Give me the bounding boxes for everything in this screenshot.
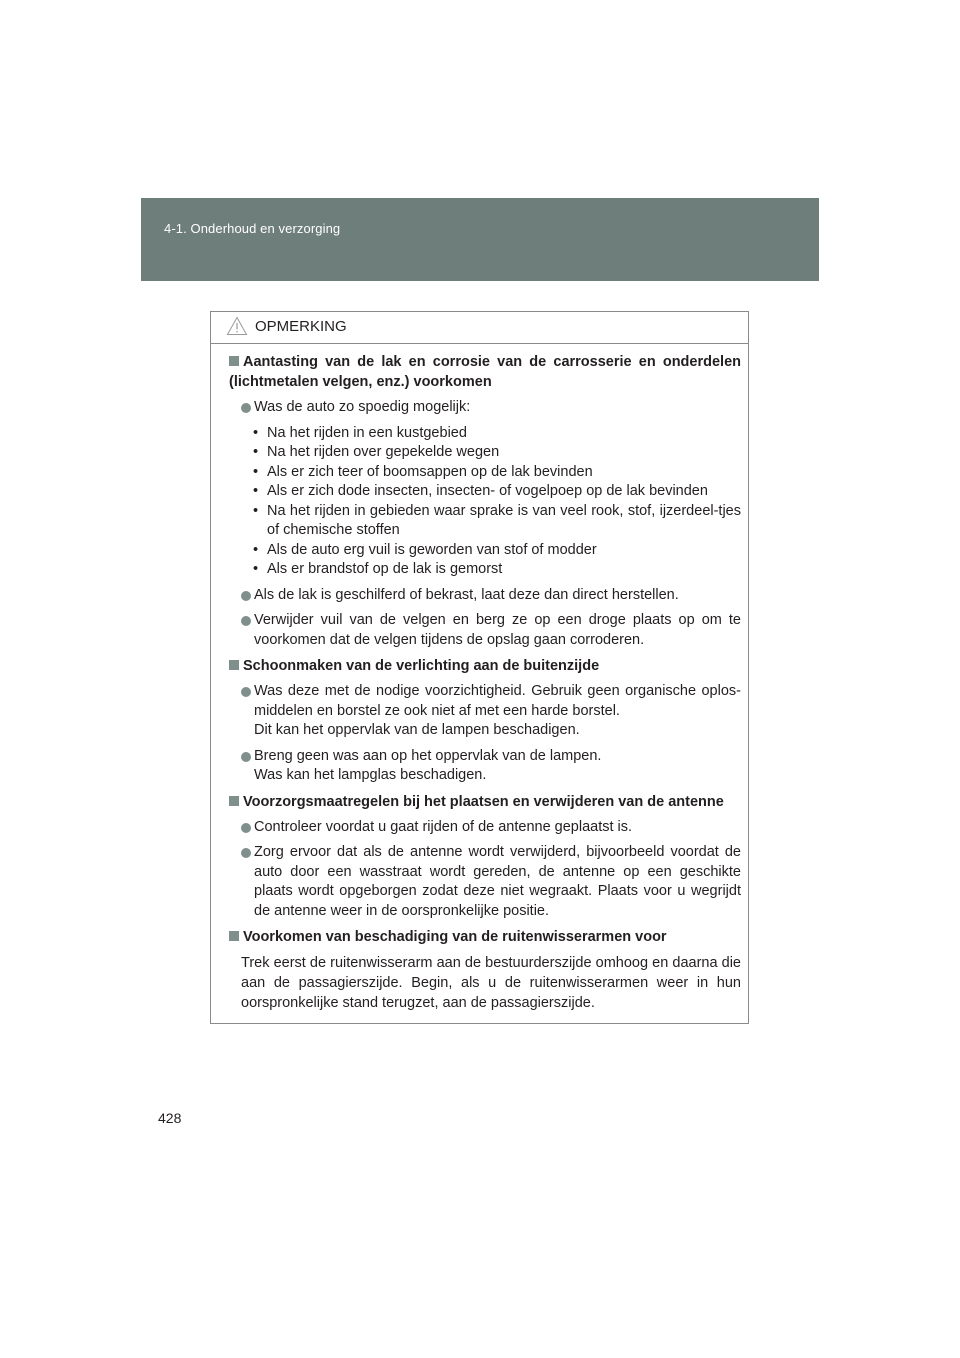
- bullet-no-wax: Breng geen was aan op het oppervlak van de lampen. Was kan het lampglas beschadigen.: [241, 747, 741, 786]
- sub-item: • Na het rijden in een kustgebied: [253, 424, 467, 441]
- bullet-wash-car: Was de auto zo spoedig mogelijk:: [241, 398, 741, 418]
- notice-content: [211, 352, 748, 1013]
- round-bullet-icon: [241, 687, 251, 697]
- wiper-instructions: Trek eerst de ruitenwisserarm aan de bestuurderszijde omhoog en daarna die aan de passagierszijde. Begin, als u de ruitenwisserarmen weer in hun oorspronkelijke stand terugzet, aan de passagierszijde.: [241, 955, 741, 1011]
- round-bullet-icon: [241, 823, 251, 833]
- page-number: 428: [158, 1110, 182, 1126]
- heading-wiper-arms: Voorkomen van beschadiging van de ruitenwisserarmen voor: [229, 927, 741, 947]
- round-bullet-icon: [241, 403, 251, 413]
- bullet-wash-carefully: Was deze met de nodige voorzichtigheid. Gebruik geen organische oplos-middelen en borstel ze ook niet af met een harde borstel. Dit kan het oppervlak van de lampen beschadigen.: [241, 682, 741, 741]
- sub-item: • Als er zich teer of boomsappen op de lak bevinden: [253, 463, 593, 480]
- round-bullet-icon: [241, 616, 251, 626]
- sub-item: • Als er zich dode insecten, insecten- of vogelpoep op de lak bevinden: [253, 483, 708, 499]
- sub-item: • Als er brandstof op de lak is gemorst: [253, 561, 503, 577]
- section-title: 4-1. Onderhoud en verzorging: [164, 221, 341, 236]
- notice-header: [211, 312, 748, 344]
- round-bullet-icon: [241, 848, 251, 858]
- round-bullet-icon: [241, 591, 251, 601]
- section-header-band: [141, 198, 819, 281]
- square-bullet-icon: [229, 931, 239, 941]
- heading-paint-corrosion: Aantasting van de lak en corrosie van de carrosserie en onderdelen (lichtmetalen velgen, enz.) voorkomen: [229, 354, 741, 390]
- notice-title: OPMERKING: [255, 318, 347, 335]
- sub-item: • Na het rijden in gebieden waar sprake is van veel rook, stof, ijzerdeel-tjes of chemische stoffen: [253, 502, 741, 538]
- bullet-wheels: Verwijder vuil van de velgen en berg ze op een droge plaats op om te voorkomen dat de velgen tijdens de opslag gaan corroderen.: [241, 611, 741, 650]
- round-bullet-icon: [241, 752, 251, 762]
- bullet-paint-damage: Als de lak is geschilferd of bekrast, laat deze dan direct herstellen.: [241, 586, 741, 606]
- bullet-store-antenna: Zorg ervoor dat als de antenne wordt verwijderd, bijvoorbeeld voordat de auto door een wasstraat wordt gereden, de antenne op een geschikte plaats wordt opgeborgen zodat deze niet wegraakt. Plaats voor u wegrijdt de antenne weer in de oorspronkelijke positie.: [241, 843, 741, 921]
- notice-box: [210, 311, 749, 1024]
- sub-item: • Na het rijden over gepekelde wegen: [253, 444, 500, 460]
- square-bullet-icon: [229, 796, 239, 806]
- warning-triangle-icon: [226, 316, 248, 336]
- heading-antenna: Voorzorgsmaatregelen bij het plaatsen en verwijderen van de antenne: [229, 792, 741, 812]
- square-bullet-icon: [229, 356, 239, 366]
- sub-item: • Als de auto erg vuil is geworden van stof of modder: [253, 541, 597, 558]
- heading-exterior-lights: Schoonmaken van de verlichting aan de buitenzijde: [229, 656, 741, 676]
- bullet-check-antenna: Controleer voordat u gaat rijden of de antenne geplaatst is.: [241, 818, 741, 838]
- square-bullet-icon: [229, 660, 239, 670]
